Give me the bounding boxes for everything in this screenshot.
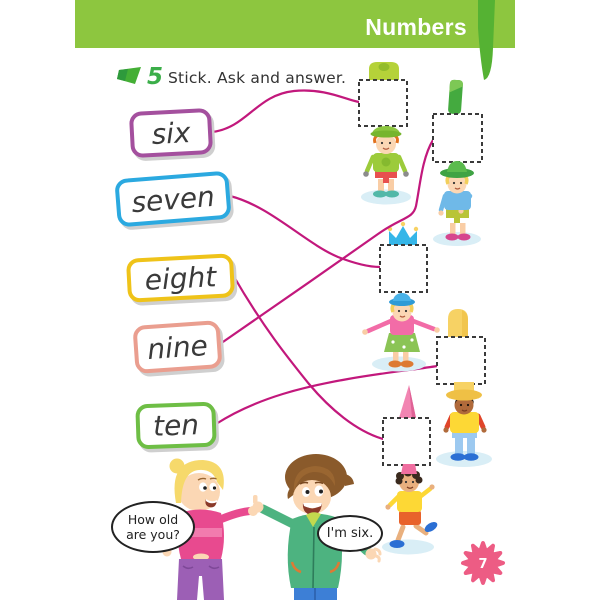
connector-seven bbox=[230, 196, 380, 267]
sticker-box-2[interactable] bbox=[433, 114, 482, 162]
page-number-badge bbox=[463, 543, 503, 583]
character-boy-yellow-cowboy-hat bbox=[436, 382, 492, 467]
connector-eight bbox=[233, 275, 383, 439]
word-card-label: seven bbox=[130, 179, 216, 219]
word-card-label: eight bbox=[143, 259, 218, 297]
yellow-hat-top-prop bbox=[448, 309, 468, 337]
word-card-seven[interactable] bbox=[114, 171, 231, 228]
sticker-box-1[interactable] bbox=[359, 80, 407, 126]
page-number: 7 bbox=[478, 557, 488, 572]
character-boy-pink-party-hat bbox=[382, 464, 439, 555]
sticker-box-5[interactable] bbox=[383, 418, 430, 465]
activity-text: Stick. Ask and answer. bbox=[168, 69, 347, 87]
word-card-ten[interactable] bbox=[135, 402, 217, 450]
green-stick-prop bbox=[448, 80, 463, 115]
speech-line: How old bbox=[127, 512, 179, 527]
word-card-six[interactable] bbox=[129, 108, 213, 158]
activity-number: 5 bbox=[147, 64, 164, 90]
word-card-eight[interactable] bbox=[126, 253, 235, 303]
header-ribbon bbox=[478, 0, 495, 80]
speech-bubble-question bbox=[111, 501, 195, 553]
word-card-label: ten bbox=[152, 408, 200, 443]
character-boy-green-cap bbox=[361, 126, 411, 205]
pink-cone-prop bbox=[399, 385, 416, 418]
character-girl-blue-hat bbox=[362, 293, 440, 372]
sticker-box-4[interactable] bbox=[437, 337, 485, 384]
activity-instruction bbox=[116, 66, 346, 88]
green-cap-top-prop bbox=[369, 62, 399, 80]
word-card-label: nine bbox=[146, 328, 209, 366]
unit-title: Numbers bbox=[365, 14, 467, 40]
word-card-nine[interactable] bbox=[132, 320, 222, 374]
speech-line: I'm six. bbox=[326, 525, 374, 541]
activity-flag-icon bbox=[116, 66, 142, 88]
sticker-box-3[interactable] bbox=[380, 245, 427, 292]
speech-line: are you? bbox=[126, 527, 180, 542]
character-boy-green-cowboy-hat bbox=[433, 161, 481, 246]
word-card-label: six bbox=[150, 115, 192, 151]
connector-six bbox=[212, 91, 359, 132]
speech-bubble-answer bbox=[317, 515, 383, 552]
